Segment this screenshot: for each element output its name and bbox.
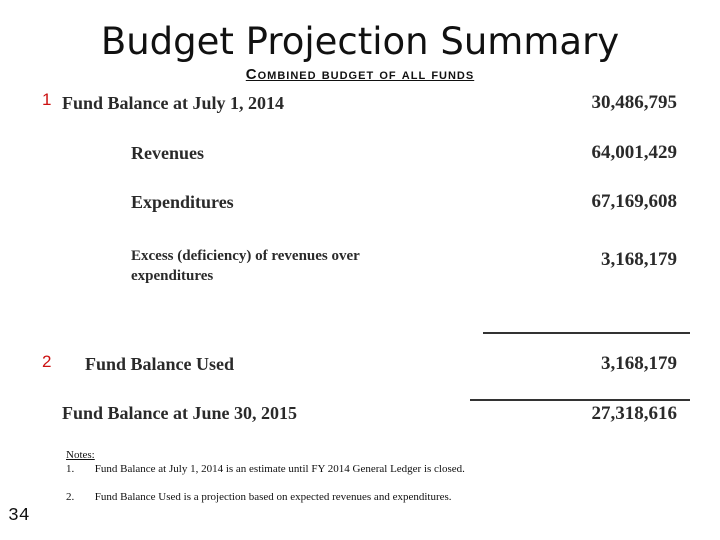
value-fund-balance-used: 3,168,179 bbox=[601, 353, 677, 374]
value-fund-balance-july: 30,486,795 bbox=[591, 92, 677, 113]
value-expenditures: 67,169,608 bbox=[591, 191, 677, 212]
value-excess: 3,168,179 bbox=[601, 249, 677, 270]
notes-section bbox=[66, 449, 626, 503]
label-expenditures: Expenditures bbox=[131, 192, 234, 212]
note-text: Fund Balance at July 1, 2014 is an estimate until FY 2014 General Ledger is closed. bbox=[94, 463, 465, 475]
notes-heading: Notes: bbox=[66, 449, 95, 461]
label-fund-balance-june: Fund Balance at June 30, 2015 bbox=[62, 403, 298, 423]
value-fund-balance-june: 27,318,616 bbox=[591, 403, 677, 424]
page-title: Budget Projection Summary bbox=[100, 20, 620, 63]
label-revenues: Revenues bbox=[131, 143, 204, 163]
note-item bbox=[66, 491, 626, 503]
page-number: 34 bbox=[8, 506, 30, 526]
label-excess: Excess (deficiency) of revenues over expenditures bbox=[131, 248, 360, 284]
note-number: 2. bbox=[66, 491, 75, 503]
label-fund-balance-used: Fund Balance Used bbox=[85, 354, 235, 374]
label-fund-balance-july: Fund Balance at July 1, 2014 bbox=[62, 93, 285, 113]
page-subtitle: Combined budget of all funds bbox=[245, 66, 475, 83]
divider-rule bbox=[470, 399, 690, 401]
footnote-ref-1: 1 bbox=[42, 90, 52, 109]
note-text: Fund Balance Used is a projection based on expected revenues and expenditures. bbox=[94, 491, 452, 503]
value-revenues: 64,001,429 bbox=[591, 142, 677, 163]
note-number: 1. bbox=[66, 463, 75, 475]
note-item bbox=[66, 463, 626, 475]
footnote-ref-2: 2 bbox=[42, 352, 52, 371]
divider-rule bbox=[483, 332, 690, 334]
